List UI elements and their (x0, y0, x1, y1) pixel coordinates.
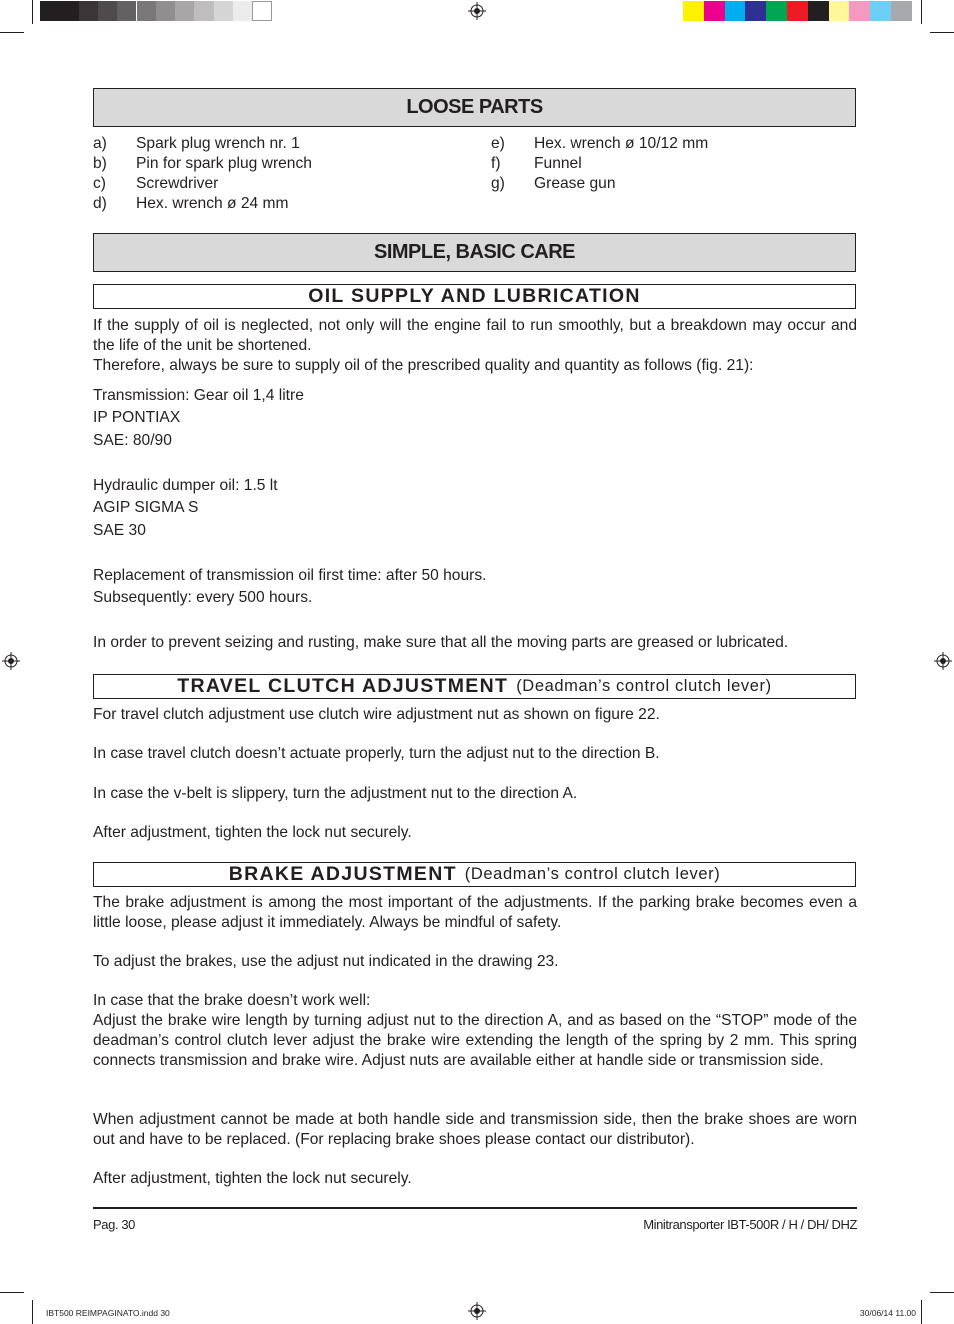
hydraulic-oil-text: Hydraulic dumper oil: 1.5 lt (93, 477, 278, 494)
transmission-oil-sae: SAE: 80/90 (93, 432, 172, 449)
list-text: Hex. wrench ø 24 mm (136, 195, 289, 212)
registration-mark-icon (468, 1302, 486, 1320)
crop-mark (921, 0, 922, 24)
footer-rule (93, 1207, 857, 1209)
hydraulic-oil-sae: SAE 30 (93, 522, 146, 539)
color-swatch (870, 1, 891, 21)
registration-mark-icon (934, 652, 952, 670)
crop-mark (921, 1300, 922, 1324)
list-item (93, 134, 312, 154)
oil-subsequent-text: Subsequently: every 500 hours. (93, 589, 313, 606)
gray-swatch (175, 1, 194, 21)
gray-swatch (233, 1, 252, 21)
clutch-paragraph-4: After adjustment, tighten the lock nut securely. (93, 824, 412, 841)
crop-mark (32, 1300, 33, 1324)
travel-clutch-heading (93, 674, 856, 699)
grease-text: In order to prevent seizing and rusting, make sure that all the moving parts are greased or lubricated. (93, 634, 789, 651)
transmission-oil-text: Transmission: Gear oil 1,4 litre (93, 387, 304, 404)
gray-swatch (214, 1, 233, 21)
brake-paragraph-4: When adjustment cannot be made at both handle side and transmission side, then the brake shoes are worn out and have to be replaced. (For replacing brake shoes please contact our distributor). (93, 1111, 857, 1148)
list-text: Grease gun (534, 175, 616, 192)
loose-parts-heading: LOOSE PARTS (93, 88, 856, 127)
page-number: Pag. 30 (93, 1217, 136, 1232)
crop-mark (32, 0, 33, 24)
color-swatch (704, 1, 725, 21)
travel-clutch-title: TRAVEL CLUTCH ADJUSTMENT (177, 675, 509, 697)
gray-swatch (194, 1, 213, 21)
registration-mark-icon (468, 2, 486, 20)
list-key: g) (491, 175, 505, 192)
basic-care-heading: SIMPLE, BASIC CARE (93, 233, 856, 272)
color-swatch (683, 1, 704, 21)
list-item (491, 154, 708, 174)
list-item (93, 154, 312, 174)
brake-paragraph-3: Adjust the brake wire length by turning adjust nut to the direction A, and as based on the “STOP” mode of the deadman’s control clutch lever adjust the brake wire extending the length of the spring by 2 mm. This spring connects transmission and brake wire. Adjust nuts are available either at handle side or transmission side. (93, 1012, 857, 1069)
list-text: Spark plug wrench nr. 1 (136, 135, 300, 152)
clutch-paragraph-3: In case the v-belt is slippery, turn the adjustment nut to the direction A. (93, 785, 578, 802)
color-swatch (745, 1, 766, 21)
crop-mark (930, 32, 954, 33)
list-key: c) (93, 175, 106, 192)
list-key: d) (93, 195, 107, 212)
color-swatch (725, 1, 746, 21)
transmission-oil-brand: IP PONTIAX (93, 409, 181, 426)
color-swatch (849, 1, 870, 21)
hydraulic-oil-brand: AGIP SIGMA S (93, 499, 199, 516)
color-swatch (766, 1, 787, 21)
gray-swatch (79, 1, 98, 21)
color-swatch (808, 1, 829, 21)
list-text: Funnel (534, 155, 582, 172)
oil-replacement-text: Replacement of transmission oil first time: after 50 hours. (93, 567, 487, 584)
list-key: a) (93, 135, 107, 152)
brake-adjustment-subtitle: (Deadman’s control clutch lever) (464, 865, 721, 883)
list-text: Screwdriver (136, 175, 219, 192)
slug-file-name: IBT500 REIMPAGINATO.indd 30 (46, 1308, 170, 1318)
color-swatch (829, 1, 850, 21)
list-text: Hex. wrench ø 10/12 mm (534, 135, 709, 152)
gray-swatch (252, 1, 271, 21)
clutch-paragraph-1: For travel clutch adjustment use clutch wire adjustment nut as shown on figure 22. (93, 706, 660, 723)
brake-paragraph-3-lead: In case that the brake doesn’t work well: (93, 992, 371, 1009)
crop-mark (930, 1292, 954, 1293)
list-key: b) (93, 155, 107, 172)
color-swatch (891, 1, 912, 21)
loose-parts-list-right (491, 134, 708, 194)
gray-swatch (137, 1, 156, 21)
gray-swatch (156, 1, 175, 21)
list-key: e) (491, 135, 505, 152)
crop-mark (0, 1292, 24, 1293)
list-key: f) (491, 155, 501, 172)
color-swatch (787, 1, 808, 21)
gray-swatch (59, 1, 78, 21)
brake-paragraph-2: To adjust the brakes, use the adjust nut indicated in the drawing 23. (93, 953, 559, 970)
brake-paragraph-1: The brake adjustment is among the most important of the adjustments. If the parking brake becomes even a little loose, please adjust it immediately. Always be mindful of safety. (93, 894, 857, 931)
gray-swatch (117, 1, 136, 21)
gray-swatch (40, 1, 59, 21)
gray-swatch (98, 1, 117, 21)
loose-parts-list-left (93, 134, 312, 214)
model-name: Minitransporter IBT-500R / H / DH/ DHZ (643, 1217, 857, 1232)
registration-mark-icon (2, 652, 20, 670)
list-item (491, 134, 708, 154)
list-item (491, 174, 708, 194)
brake-paragraph-5: After adjustment, tighten the lock nut securely. (93, 1170, 412, 1187)
clutch-paragraph-2: In case travel clutch doesn’t actuate properly, turn the adjust nut to the direction B. (93, 745, 660, 762)
oil-supply-title: OIL SUPPLY AND LUBRICATION (308, 285, 641, 307)
oil-supply-heading (93, 284, 856, 309)
brake-adjustment-heading (93, 862, 856, 887)
list-item (93, 194, 312, 214)
oil-intro-paragraph: If the supply of oil is neglected, not only will the engine fail to run smoothly, but a breakdown may occur and the life of the unit be shortened. (93, 317, 857, 354)
travel-clutch-subtitle: (Deadman’s control clutch lever) (516, 677, 772, 695)
list-text: Pin for spark plug wrench (136, 155, 312, 172)
crop-mark (0, 32, 24, 33)
oil-therefore-text: Therefore, always be sure to supply oil of the prescribed quality and quantity as follows (fig. 21): (93, 357, 754, 374)
brake-adjustment-title: BRAKE ADJUSTMENT (228, 863, 457, 885)
slug-date: 30/06/14 11.00 (859, 1308, 916, 1318)
list-item (93, 174, 312, 194)
